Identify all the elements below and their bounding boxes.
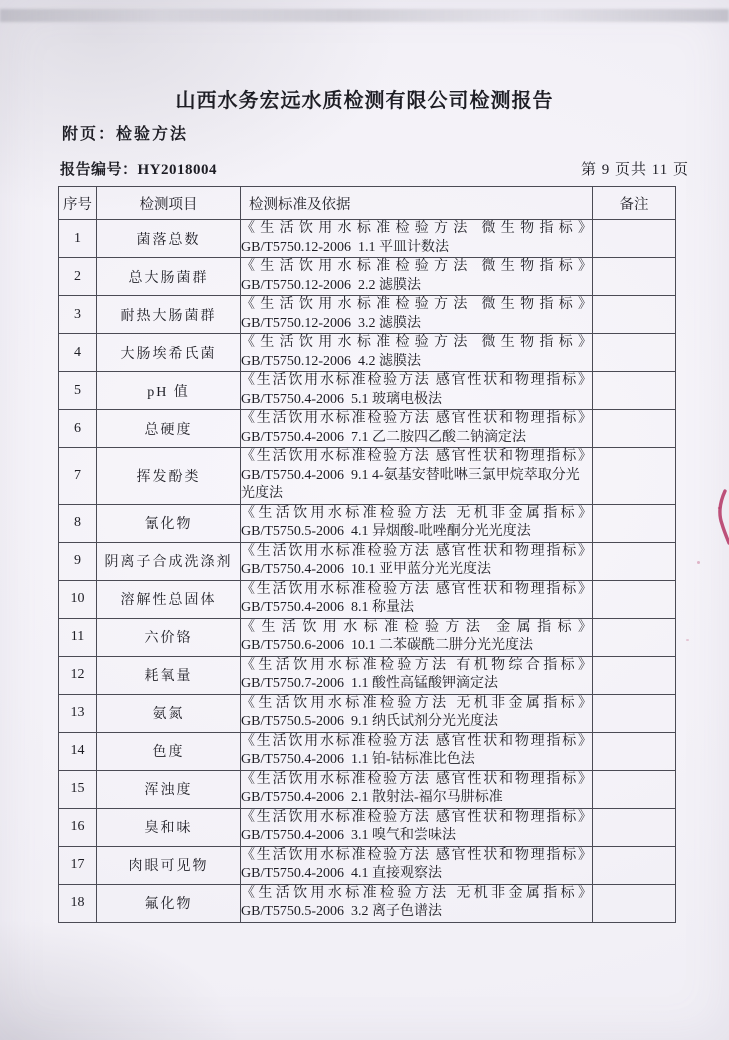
col-header-item: 检测项目 xyxy=(97,187,241,220)
table-row xyxy=(59,334,676,372)
remark-cell xyxy=(593,334,676,372)
row-number: 8 xyxy=(59,504,97,542)
remark-cell xyxy=(593,808,676,846)
method-detail-line: GB/T5750.5-2006 3.2 离子色谱法 xyxy=(241,904,443,919)
test-item-name: 耐热大肠菌群 xyxy=(97,296,241,334)
remark-cell xyxy=(593,504,676,542)
table-header-row xyxy=(59,187,676,220)
row-number: 10 xyxy=(59,580,97,618)
method-detail-line: GB/T5750.5-2006 9.1 纳氏试剂分光光度法 xyxy=(241,714,499,729)
method-detail-line: GB/T5750.4-2006 7.1 乙二胺四乙酸二钠滴定法 xyxy=(241,429,527,445)
standard-title-line: 《生活饮用水标准检验方法 微生物指标》 xyxy=(241,335,592,350)
methods-table-body xyxy=(59,220,676,923)
test-item-name: 氟化物 xyxy=(97,884,241,922)
row-number: 13 xyxy=(59,694,97,732)
method-cell xyxy=(241,258,593,296)
standard-title-line: 《生活饮用水标准检验方法 微生物指标》 xyxy=(241,297,592,312)
method-detail-line: GB/T5750.4-2006 9.1 4-氨基安替吡啉三氯甲烷萃取分光光度法 xyxy=(241,467,580,501)
method-detail-line: GB/T5750.4-2006 4.1 直接观察法 xyxy=(241,866,443,881)
remark-cell xyxy=(593,656,676,694)
table-row xyxy=(59,846,676,884)
standard-title-line: 《生活饮用水标准检验方法 感官性状和物理指标》 xyxy=(241,771,592,787)
standard-title-line: 《生活饮用水标准检验方法 无机非金属指标》 xyxy=(241,885,592,901)
col-header-remark: 备注 xyxy=(593,187,676,220)
remark-cell xyxy=(593,580,676,618)
row-number: 3 xyxy=(59,296,97,334)
table-row xyxy=(59,732,676,770)
row-number: 7 xyxy=(59,448,97,505)
test-item-name: pH 值 xyxy=(97,372,241,410)
standard-title-line: 《生活饮用水标准检验方法 无机非金属指标》 xyxy=(241,505,592,521)
row-number: 11 xyxy=(59,618,97,656)
remark-cell xyxy=(593,372,676,410)
method-detail-line: GB/T5750.4-2006 10.1 亚甲蓝分光光度法 xyxy=(241,562,492,577)
remark-cell xyxy=(593,770,676,808)
method-cell xyxy=(241,808,593,846)
remark-cell xyxy=(593,542,676,580)
method-cell xyxy=(241,580,593,618)
test-item-name: 肉眼可见物 xyxy=(97,846,241,884)
method-detail-line: GB/T5750.4-2006 8.1 称量法 xyxy=(241,600,415,615)
method-detail-line: GB/T5750.12-2006 2.2 滤膜法 xyxy=(241,277,422,293)
standard-title-line: 《生活饮用水标准检验方法 感官性状和物理指标》 xyxy=(241,373,592,388)
row-number: 14 xyxy=(59,732,97,770)
remark-cell xyxy=(593,732,676,770)
method-detail-line: GB/T5750.4-2006 5.1 玻璃电极法 xyxy=(241,391,443,407)
method-detail-line: GB/T5750.12-2006 1.1 平皿计数法 xyxy=(241,239,450,255)
test-item-name: 氨氮 xyxy=(97,694,241,732)
row-number: 12 xyxy=(59,656,97,694)
col-header-standard: 检测标准及依据 xyxy=(241,187,593,220)
method-detail-line: GB/T5750.5-2006 4.1 异烟酸-吡唑酮分光光度法 xyxy=(241,524,531,539)
standard-title-line: 《生活饮用水标准检验方法 感官性状和物理指标》 xyxy=(241,411,592,426)
standard-title-line: 《生活饮用水标准检验方法 感官性状和物理指标》 xyxy=(241,809,592,825)
method-detail-line: GB/T5750.4-2006 2.1 散射法-福尔马肼标准 xyxy=(241,790,503,805)
table-row xyxy=(59,296,676,334)
test-item-name: 菌落总数 xyxy=(97,220,241,258)
test-item-name: 耗氧量 xyxy=(97,656,241,694)
test-item-name: 挥发酚类 xyxy=(97,448,241,505)
table-row xyxy=(59,770,676,808)
test-item-name: 总硬度 xyxy=(97,410,241,448)
row-number: 4 xyxy=(59,334,97,372)
method-cell xyxy=(241,220,593,258)
table-row xyxy=(59,656,676,694)
test-methods-table xyxy=(58,186,676,923)
table-row xyxy=(59,580,676,618)
standard-title-line: 《生活饮用水标准检验方法 微生物指标》 xyxy=(241,221,592,236)
standard-title-line: 《生活饮用水标准检验方法 感官性状和物理指标》 xyxy=(241,847,592,863)
test-item-name: 阴离子合成洗涤剂 xyxy=(97,542,241,580)
method-cell xyxy=(241,694,593,732)
remark-cell xyxy=(593,884,676,922)
remark-cell xyxy=(593,258,676,296)
method-cell xyxy=(241,770,593,808)
remark-cell xyxy=(593,694,676,732)
table-row xyxy=(59,542,676,580)
row-number: 1 xyxy=(59,220,97,258)
test-item-name: 溶解性总固体 xyxy=(97,580,241,618)
method-detail-line: GB/T5750.12-2006 4.2 滤膜法 xyxy=(241,353,422,369)
test-item-name: 氰化物 xyxy=(97,504,241,542)
standard-title-line: 《生活饮用水标准检验方法 金属指标》 xyxy=(241,619,592,635)
standard-title-line: 《生活饮用水标准检验方法 感官性状和物理指标》 xyxy=(241,733,592,749)
table-row xyxy=(59,372,676,410)
method-detail-line: GB/T5750.6-2006 10.1 二苯碳酰二肼分光光度法 xyxy=(241,638,534,653)
method-cell xyxy=(241,410,593,448)
method-detail-line: GB/T5750.12-2006 3.2 滤膜法 xyxy=(241,315,422,331)
report-meta-row xyxy=(60,158,689,179)
remark-cell xyxy=(593,410,676,448)
method-cell xyxy=(241,884,593,922)
method-cell xyxy=(241,846,593,884)
method-cell xyxy=(241,656,593,694)
test-item-name: 总大肠菌群 xyxy=(97,258,241,296)
scanner-edge-band xyxy=(0,9,729,22)
remark-cell xyxy=(593,296,676,334)
table-row xyxy=(59,448,676,505)
row-number: 2 xyxy=(59,258,97,296)
test-item-name: 臭和味 xyxy=(97,808,241,846)
red-ink-mark xyxy=(712,488,729,548)
method-cell xyxy=(241,504,593,542)
standard-title-line: 《生活饮用水标准检验方法 感官性状和物理指标》 xyxy=(241,449,592,464)
table-row xyxy=(59,258,676,296)
method-cell xyxy=(241,542,593,580)
appendix-heading: 附页：检验方法 xyxy=(62,126,189,143)
ink-speck xyxy=(697,561,700,564)
method-detail-line: GB/T5750.4-2006 3.1 嗅气和尝味法 xyxy=(241,828,457,843)
table-row xyxy=(59,618,676,656)
test-item-name: 大肠埃希氏菌 xyxy=(97,334,241,372)
test-item-name: 六价铬 xyxy=(97,618,241,656)
test-item-name: 色度 xyxy=(97,732,241,770)
report-title: 山西水务宏远水质检测有限公司检测报告 xyxy=(175,90,554,112)
standard-title-line: 《生活饮用水标准检验方法 微生物指标》 xyxy=(241,259,592,274)
method-cell xyxy=(241,732,593,770)
table-row xyxy=(59,884,676,922)
row-number: 5 xyxy=(59,372,97,410)
table-row xyxy=(59,220,676,258)
method-cell xyxy=(241,334,593,372)
remark-cell xyxy=(593,618,676,656)
method-cell xyxy=(241,372,593,410)
remark-cell xyxy=(593,220,676,258)
row-number: 18 xyxy=(59,884,97,922)
row-number: 17 xyxy=(59,846,97,884)
remark-cell xyxy=(593,846,676,884)
ink-speck xyxy=(686,639,689,641)
col-header-no: 序号 xyxy=(59,187,97,220)
method-cell xyxy=(241,296,593,334)
table-row xyxy=(59,504,676,542)
row-number: 9 xyxy=(59,542,97,580)
table-row xyxy=(59,410,676,448)
standard-title-line: 《生活饮用水标准检验方法 有机物综合指标》 xyxy=(241,657,592,673)
method-detail-line: GB/T5750.7-2006 1.1 酸性高锰酸钾滴定法 xyxy=(241,676,499,691)
remark-cell xyxy=(593,448,676,505)
method-cell xyxy=(241,448,593,505)
row-number: 6 xyxy=(59,410,97,448)
row-number: 16 xyxy=(59,808,97,846)
standard-title-line: 《生活饮用水标准检验方法 感官性状和物理指标》 xyxy=(241,543,592,559)
method-cell xyxy=(241,618,593,656)
method-detail-line: GB/T5750.4-2006 1.1 铂-钴标准比色法 xyxy=(241,752,475,767)
test-item-name: 浑浊度 xyxy=(97,770,241,808)
report-number: 报告编号：HY2018004 xyxy=(60,162,218,178)
table-row xyxy=(59,694,676,732)
table-row xyxy=(59,808,676,846)
row-number: 15 xyxy=(59,770,97,808)
standard-title-line: 《生活饮用水标准检验方法 感官性状和物理指标》 xyxy=(241,581,592,597)
standard-title-line: 《生活饮用水标准检验方法 无机非金属指标》 xyxy=(241,695,592,711)
page-indicator: 第 9 页共 11 页 xyxy=(581,162,689,178)
